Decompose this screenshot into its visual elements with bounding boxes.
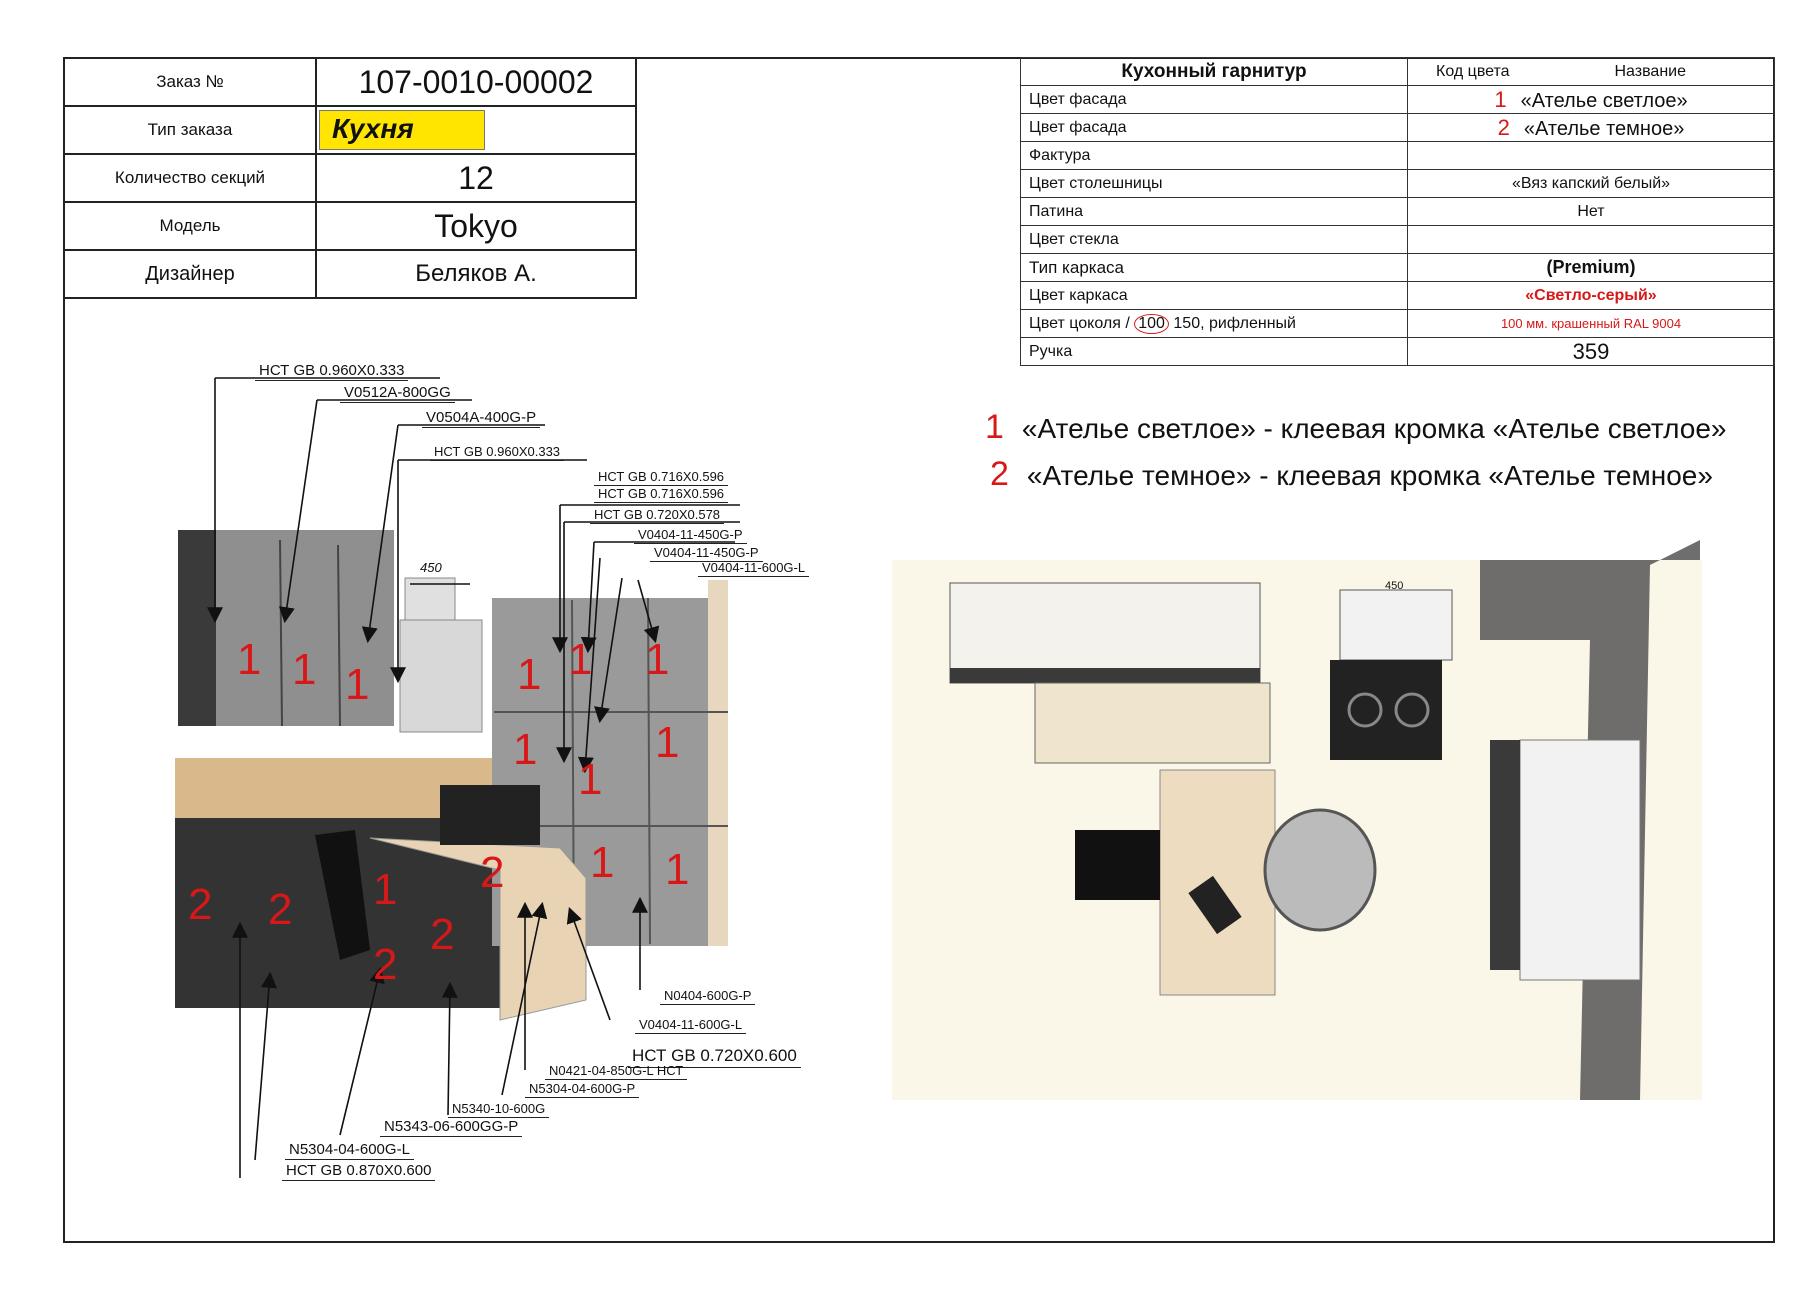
callout-label: V0404-11-600G-L <box>698 560 809 577</box>
spec-row-value: (Premium) <box>1408 254 1775 282</box>
callout-label: N0404-600G-P <box>660 988 755 1005</box>
callout-label: НСТ GB 0.716X0.596 <box>594 486 728 503</box>
legend-num: 1 <box>985 408 1004 446</box>
callout-label: N5343-06-600GG-P <box>380 1118 522 1137</box>
spec-title: Кухонный гарнитур <box>1021 58 1408 86</box>
facade-mark: 2 <box>268 885 293 934</box>
plan-hood-dimension: 450 <box>1385 580 1404 592</box>
spec-row-label: Тип каркаса <box>1021 254 1408 282</box>
legend-num: 2 <box>990 455 1009 493</box>
order-type-label: Тип заказа <box>64 106 316 154</box>
facade-mark: 2 <box>430 910 455 959</box>
order-type-value: Кухня <box>319 110 485 150</box>
spec-row-label: Цвет каркаса <box>1021 282 1408 310</box>
callout-label: НСТ GB 0.960X0.333 <box>255 362 408 381</box>
spec-row-value: «Ателье светлое» <box>1520 89 1688 112</box>
callout-label: V0404-11-450G-P <box>634 527 747 544</box>
spec-row-value: 100 мм. крашенный RAL 9004 <box>1408 310 1775 338</box>
facade-mark: 1 <box>513 725 538 774</box>
order-no-label: Заказ № <box>64 58 316 106</box>
spec-col-code: Код цвета <box>1436 62 1510 80</box>
callout-label: НСТ GB 0.716X0.596 <box>594 469 728 486</box>
order-no-value: 107-0010-00002 <box>316 58 636 106</box>
callout-label: N5340-10-600G <box>448 1101 549 1118</box>
designer-value: Беляков А. <box>316 250 636 298</box>
spec-row-value: 359 <box>1408 338 1775 366</box>
facade-mark: 2 <box>373 940 398 989</box>
spec-row-value: «Вяз капский белый» <box>1408 170 1775 198</box>
spec-row-value: «Светло-серый» <box>1408 282 1775 310</box>
legend-text: «Ателье темное» - клеевая кромка «Ателье темное» <box>1026 460 1713 491</box>
facade-mark: 1 <box>517 650 542 699</box>
color-code-1: 1 <box>1494 86 1507 112</box>
model-label: Модель <box>64 202 316 250</box>
sections-label: Количество секций <box>64 154 316 202</box>
callout-label: НСТ GB 0.720X0.600 <box>628 1046 801 1068</box>
hood-dimension: 450 <box>420 560 442 575</box>
spec-row-value: «Ателье темное» <box>1523 117 1685 140</box>
model-value: Tokyo <box>316 202 636 250</box>
spec-row-label: Цвет столешницы <box>1021 170 1408 198</box>
callout-label: V0404-11-450G-P <box>650 545 763 562</box>
facade-mark: 1 <box>373 865 398 914</box>
spec-row-label: Цвет фасада <box>1021 86 1408 114</box>
callout-label: НСТ GB 0.720X0.578 <box>590 507 724 524</box>
plinth-label: Цвет цоколя / <box>1029 314 1130 332</box>
plinth-options: 150, рифленный <box>1173 314 1296 332</box>
facade-mark: 1 <box>345 660 370 709</box>
spec-row-label: Цвет фасада <box>1021 114 1408 142</box>
facade-mark: 1 <box>655 718 680 767</box>
spec-row-label: Ручка <box>1021 338 1408 366</box>
facade-mark: 1 <box>578 755 603 804</box>
facade-mark: 1 <box>665 845 690 894</box>
facade-mark: 1 <box>237 635 262 684</box>
spec-row-label: Патина <box>1021 198 1408 226</box>
plinth-selected: 100 <box>1134 314 1169 334</box>
callout-label: N5304-04-600G-L <box>285 1141 414 1160</box>
callout-label: НСТ GB 0.870X0.600 <box>282 1162 435 1181</box>
facade-mark: 1 <box>590 838 615 887</box>
color-code-2: 2 <box>1497 114 1510 140</box>
sections-value: 12 <box>316 154 636 202</box>
facade-mark: 2 <box>480 848 505 897</box>
facade-mark: 1 <box>292 645 317 694</box>
callout-label: N5304-04-600G-P <box>525 1081 639 1098</box>
callout-label: V0504A-400G-P <box>422 409 540 428</box>
facade-mark: 2 <box>188 880 213 929</box>
spec-row-label: Цвет стекла <box>1021 226 1408 254</box>
callout-label: V0512A-800GG <box>340 384 455 403</box>
legend-text: «Ателье светлое» - клеевая кромка «Ателье светлое» <box>1021 413 1727 444</box>
designer-label: Дизайнер <box>64 250 316 298</box>
facade-mark: 1 <box>645 635 670 684</box>
spec-row-value: Нет <box>1408 198 1775 226</box>
facade-mark: 1 <box>568 635 593 684</box>
spec-col-name: Название <box>1614 62 1686 80</box>
callout-label: V0404-11-600G-L <box>635 1017 746 1034</box>
spec-row-label: Фактура <box>1021 142 1408 170</box>
callout-label: N0421-04-850G-L НСТ <box>545 1063 687 1080</box>
callout-label: НСТ GB 0.960X0.333 <box>430 444 564 461</box>
